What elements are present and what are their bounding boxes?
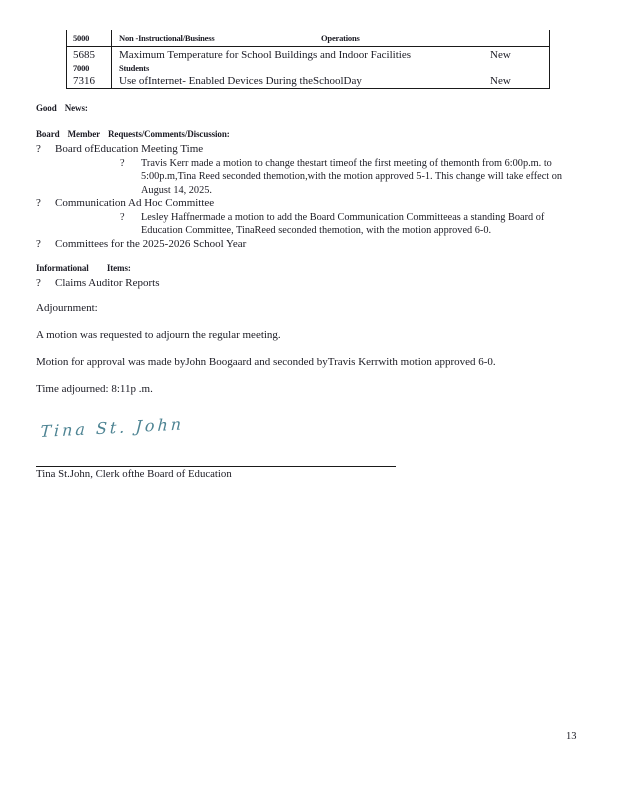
informational-heading: Informational Items: [36, 263, 131, 273]
table-row [67, 47, 549, 62]
list-item [36, 238, 585, 252]
bullet-marker: ? [120, 211, 125, 223]
bullet-marker: ? [120, 157, 125, 169]
page-number: 13 [566, 731, 577, 742]
table-row [67, 74, 549, 88]
policy-code: 7000 [73, 63, 90, 73]
list-item-text: Committees for the 2025-2026 School Year [55, 237, 247, 250]
good-news-heading: Good News: [36, 103, 88, 113]
table-row [67, 30, 549, 47]
policy-title: Students [119, 63, 150, 73]
list-item [36, 197, 585, 211]
policy-title: Use ofInternet- Enabled Devices During theSchoolDay [119, 75, 362, 87]
list-item-text: Communication Ad Hoc Committee [55, 197, 215, 209]
signature-caption: Tina St.John, Clerk ofthe Board of Education [36, 467, 232, 480]
sub-list-item [120, 211, 585, 238]
detail-line: Lesley Haffnermade a motion to add the Board Communication Committeeas a standing Board of [141, 211, 545, 223]
document-body [36, 103, 585, 481]
list-item [36, 277, 585, 291]
list-item-text: Board ofEducation Meeting Time [55, 143, 204, 155]
signature-handwriting: Tina St. John [39, 413, 185, 441]
adjournment-request: A motion was requested to adjourn the regular meeting. [36, 329, 281, 341]
sub-list-item [120, 157, 585, 198]
policy-code: 7316 [73, 75, 95, 87]
bullet-marker: ? [36, 143, 41, 155]
policy-code: 5685 [73, 48, 95, 61]
policy-code: 5000 [73, 33, 90, 43]
policy-title-cont: Operations [321, 33, 360, 43]
detail-line: 5:00p.m,Tina Reed seconded themotion,with the motion approved 5-1. This change will take effect on [141, 171, 563, 182]
policy-table [66, 30, 550, 89]
signature-block [36, 413, 585, 459]
list-item [36, 143, 585, 157]
adjournment-approval: Motion for approval was made byJohn Boogaard and seconded byTravis Kerrwith motion approved 6-0. [36, 356, 496, 368]
adjournment-time: Time adjourned: 8:11p .m. [36, 383, 153, 395]
table-row [67, 62, 549, 74]
policy-title: Maximum Temperature for School Buildings and Indoor Facilities [119, 48, 412, 61]
detail-line: Education Committee, TinaReed seconded themotion, with the motion approved 6-0. [141, 225, 492, 236]
policy-status: New [490, 75, 511, 87]
signature-line [36, 466, 396, 467]
bullet-marker: ? [36, 277, 41, 289]
detail-line: August 14, 2025. [141, 184, 212, 196]
detail-line: Travis Kerr made a motion to change thestart timeof the first meeting of themonth from 6:00p.m. to [141, 157, 552, 169]
adjournment-label: Adjournment: [36, 302, 98, 314]
bullet-marker: ? [36, 197, 41, 209]
policy-title: Non -Instructional/Business [119, 33, 215, 43]
policy-status: New [490, 48, 511, 61]
bullet-marker: ? [36, 237, 41, 250]
board-member-heading: Board Member Requests/Comments/Discussion: [36, 129, 230, 139]
list-item-text: Claims Auditor Reports [55, 277, 160, 289]
